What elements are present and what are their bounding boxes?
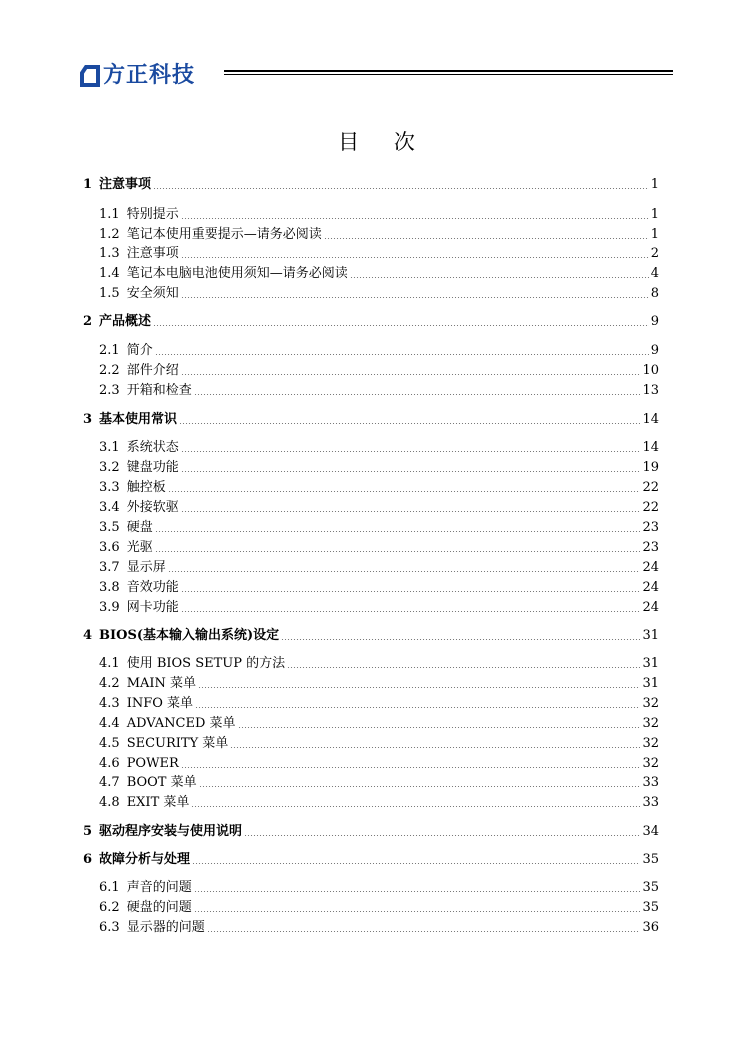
toc-page-number: 1 (650, 207, 659, 222)
toc-chapter-entry[interactable] (83, 627, 659, 645)
toc-dot-leader (168, 571, 641, 572)
toc-entry-number: 4.1 (99, 656, 120, 671)
toc-dot-leader (168, 491, 641, 492)
toc-page-number: 35 (642, 880, 659, 895)
toc-chapter-entry[interactable] (83, 411, 659, 429)
toc-section-entry[interactable] (99, 245, 659, 263)
toc-entry-title: 触控板 (126, 480, 166, 495)
toc-page-number: 32 (642, 696, 659, 711)
header-rule-thick (224, 70, 673, 72)
toc-entry-number: 2 (83, 314, 93, 329)
toc-page-number: 24 (642, 580, 659, 595)
toc-section-entry[interactable] (99, 695, 659, 713)
toc-entry-number: 3.2 (99, 460, 120, 475)
toc-entry-title: 开箱和检查 (126, 383, 192, 398)
toc-entry-number: 3.1 (99, 440, 120, 455)
toc-entry-title: 键盘功能 (126, 460, 179, 475)
toc-page-number: 19 (642, 460, 659, 475)
toc-entry-title: BOOT 菜单 (126, 775, 197, 790)
toc-page-number: 2 (650, 246, 659, 261)
toc-entry-title: 笔记本使用重要提示—请务必阅读 (126, 227, 322, 242)
toc-entry-title: 部件介绍 (126, 363, 179, 378)
toc-entry-number: 4.2 (99, 676, 120, 691)
toc-entry-title: 声音的问题 (126, 880, 192, 895)
toc-section-entry[interactable] (99, 879, 659, 897)
toc-dot-leader (192, 863, 640, 864)
toc-entry-number: 4 (83, 628, 93, 643)
toc-section-entry[interactable] (99, 479, 659, 497)
toc-dot-leader (181, 591, 641, 592)
toc-entry-number: 4.8 (99, 795, 120, 810)
toc-dot-leader (181, 511, 641, 512)
toc-entry-title: 基本使用常识 (99, 412, 178, 427)
toc-entry-number: 2.3 (99, 383, 120, 398)
toc-section-entry[interactable] (99, 599, 659, 617)
toc-dot-leader (191, 806, 640, 807)
toc-dot-leader (153, 188, 649, 189)
toc-dot-leader (281, 639, 640, 640)
toc-entry-number: 3.3 (99, 480, 120, 495)
toc-entry-number: 3.4 (99, 500, 120, 515)
toc-entry-number: 6 (83, 852, 93, 867)
toc-page-number: 32 (642, 756, 659, 771)
toc-dot-leader (181, 374, 641, 375)
toc-page-number: 35 (642, 900, 659, 915)
toc-entry-title: 网卡功能 (126, 600, 179, 615)
toc-entry-number: 1.5 (99, 286, 120, 301)
toc-page-number: 34 (642, 824, 659, 839)
toc-entry-number: 1.4 (99, 266, 120, 281)
toc-page-number: 33 (642, 795, 659, 810)
toc-section-entry[interactable] (99, 342, 659, 360)
toc-page-number: 24 (642, 560, 659, 575)
toc-dot-leader (194, 394, 641, 395)
toc-page-number: 13 (642, 383, 659, 398)
toc-section-entry[interactable] (99, 459, 659, 477)
toc-entry-number: 1.2 (99, 227, 120, 242)
toc-dot-leader (179, 423, 640, 424)
founder-logo-icon (80, 65, 100, 87)
toc-section-entry[interactable] (99, 715, 659, 733)
toc-section-entry[interactable] (99, 362, 659, 380)
toc-section-entry[interactable] (99, 735, 659, 753)
toc-section-entry[interactable] (99, 774, 659, 792)
page-header (80, 62, 673, 90)
toc-page-number: 22 (642, 500, 659, 515)
toc-entry-number: 1.3 (99, 246, 120, 261)
toc-dot-leader (238, 727, 641, 728)
toc-entry-title: 音效功能 (126, 580, 179, 595)
toc-dot-leader (181, 611, 641, 612)
toc-section-entry[interactable] (99, 559, 659, 577)
toc-page-number: 9 (650, 314, 659, 329)
toc-page-number: 10 (642, 363, 659, 378)
toc-entry-title: 注意事项 (99, 177, 152, 192)
toc-entry-title: 产品概述 (99, 314, 152, 329)
toc-chapter-entry[interactable] (83, 313, 659, 331)
toc-page-number: 24 (642, 600, 659, 615)
toc-chapter-entry[interactable] (83, 176, 659, 194)
toc-entry-title: EXIT 菜单 (126, 795, 190, 810)
toc-section-entry[interactable] (99, 382, 659, 400)
toc-entry-number: 1.1 (99, 207, 120, 222)
toc-section-entry[interactable] (99, 226, 659, 244)
toc-section-entry[interactable] (99, 655, 659, 673)
toc-dot-leader (181, 257, 649, 258)
document-title: 目 次 (338, 130, 429, 154)
toc-page-number: 14 (642, 440, 659, 455)
toc-entry-title: 使用 BIOS SETUP 的方法 (126, 656, 286, 671)
toc-page-number: 31 (642, 628, 659, 643)
toc-entry-number: 4.6 (99, 756, 120, 771)
toc-entry-title: 故障分析与处理 (99, 852, 191, 867)
toc-page-number: 23 (642, 540, 659, 555)
toc-entry-title: 特别提示 (126, 207, 179, 222)
toc-entry-title: 硬盘的问题 (126, 900, 192, 915)
toc-page-number: 9 (650, 343, 659, 358)
toc-entry-title: ADVANCED 菜单 (126, 716, 236, 731)
toc-entry-number: 4.7 (99, 775, 120, 790)
toc-chapter-entry[interactable] (83, 823, 659, 841)
toc-section-entry[interactable] (99, 755, 659, 773)
toc-entry-number: 6.1 (99, 880, 120, 895)
toc-dot-leader (230, 747, 640, 748)
toc-dot-leader (155, 551, 641, 552)
toc-entry-number: 1 (83, 177, 93, 192)
toc-entry-number: 3.5 (99, 520, 120, 535)
toc-page-number: 1 (650, 177, 659, 192)
toc-entry-title: 显示屏 (126, 560, 166, 575)
toc-dot-leader (181, 218, 649, 219)
toc-entry-title: INFO 菜单 (126, 696, 194, 711)
header-rule-thin (224, 74, 673, 75)
toc-entry-number: 4.4 (99, 716, 120, 731)
toc-entry-title: 驱动程序安装与使用说明 (99, 824, 243, 839)
toc-page-number: 31 (642, 656, 659, 671)
toc-dot-leader (194, 891, 641, 892)
toc-page-number: 4 (650, 266, 659, 281)
toc-entry-title: 简介 (126, 343, 153, 358)
toc-page-number: 32 (642, 736, 659, 751)
toc-entry-number: 4.5 (99, 736, 120, 751)
toc-entry-number: 3.6 (99, 540, 120, 555)
toc-entry-number: 3.7 (99, 560, 120, 575)
toc-dot-leader (181, 471, 641, 472)
toc-dot-leader (207, 931, 641, 932)
toc-entry-title: SECURITY 菜单 (126, 736, 229, 751)
toc-section-entry[interactable] (99, 899, 659, 917)
toc-entry-number: 4.3 (99, 696, 120, 711)
toc-entry-title: 光驱 (126, 540, 153, 555)
toc-section-entry[interactable] (99, 675, 659, 693)
toc-section-entry[interactable] (99, 265, 659, 283)
toc-dot-leader (181, 767, 641, 768)
toc-page-number: 1 (650, 227, 659, 242)
toc-entry-number: 2.1 (99, 343, 120, 358)
toc-dot-leader (194, 911, 641, 912)
toc-dot-leader (153, 325, 649, 326)
toc-dot-leader (244, 835, 640, 836)
company-logo (80, 62, 195, 90)
toc-page-number: 33 (642, 775, 659, 790)
toc-dot-leader (155, 354, 649, 355)
toc-section-entry[interactable] (99, 285, 659, 303)
toc-dot-leader (195, 707, 640, 708)
toc-entry-number: 2.2 (99, 363, 120, 378)
toc-dot-leader (287, 667, 640, 668)
toc-section-entry[interactable] (99, 919, 659, 937)
toc-entry-number: 3.9 (99, 600, 120, 615)
toc-dot-leader (181, 451, 641, 452)
toc-entry-title: 系统状态 (126, 440, 179, 455)
toc-page-number: 8 (650, 286, 659, 301)
toc-entry-title: 安全须知 (126, 286, 179, 301)
toc-section-entry[interactable] (99, 539, 659, 557)
toc-dot-leader (350, 277, 649, 278)
toc-page-number: 14 (642, 412, 659, 427)
toc-entry-title: BIOS(基本输入输出系统)设定 (99, 628, 280, 643)
logo-text: 方正科技 (103, 63, 196, 88)
toc-entry-number: 3.8 (99, 580, 120, 595)
toc-entry-number: 6.2 (99, 900, 120, 915)
toc-section-entry[interactable] (99, 206, 659, 224)
toc-entry-title: 笔记本电脑电池使用须知—请务必阅读 (126, 266, 348, 281)
toc-page-number: 22 (642, 480, 659, 495)
toc-chapter-entry[interactable] (83, 851, 659, 869)
toc-entry-title: 注意事项 (126, 246, 179, 261)
toc-entry-title: 显示器的问题 (126, 920, 205, 935)
toc-entry-number: 6.3 (99, 920, 120, 935)
toc-section-entry[interactable] (99, 519, 659, 537)
toc-page-number: 35 (642, 852, 659, 867)
toc-dot-leader (155, 531, 641, 532)
toc-section-entry[interactable] (99, 794, 659, 812)
toc-entry-number: 3 (83, 412, 93, 427)
toc-section-entry[interactable] (99, 499, 659, 517)
toc-dot-leader (181, 297, 649, 298)
toc-dot-leader (198, 687, 640, 688)
toc-entry-number: 5 (83, 824, 93, 839)
toc-page-number: 31 (642, 676, 659, 691)
toc-entry-title: 外接软驱 (126, 500, 179, 515)
toc-dot-leader (199, 786, 641, 787)
toc-entry-title: POWER (126, 756, 179, 771)
toc-section-entry[interactable] (99, 439, 659, 457)
toc-page-number: 32 (642, 716, 659, 731)
toc-page-number: 36 (642, 920, 659, 935)
toc-section-entry[interactable] (99, 579, 659, 597)
toc-page-number: 23 (642, 520, 659, 535)
toc-dot-leader (324, 238, 649, 239)
toc-entry-title: 硬盘 (126, 520, 153, 535)
toc-entry-title: MAIN 菜单 (126, 676, 197, 691)
